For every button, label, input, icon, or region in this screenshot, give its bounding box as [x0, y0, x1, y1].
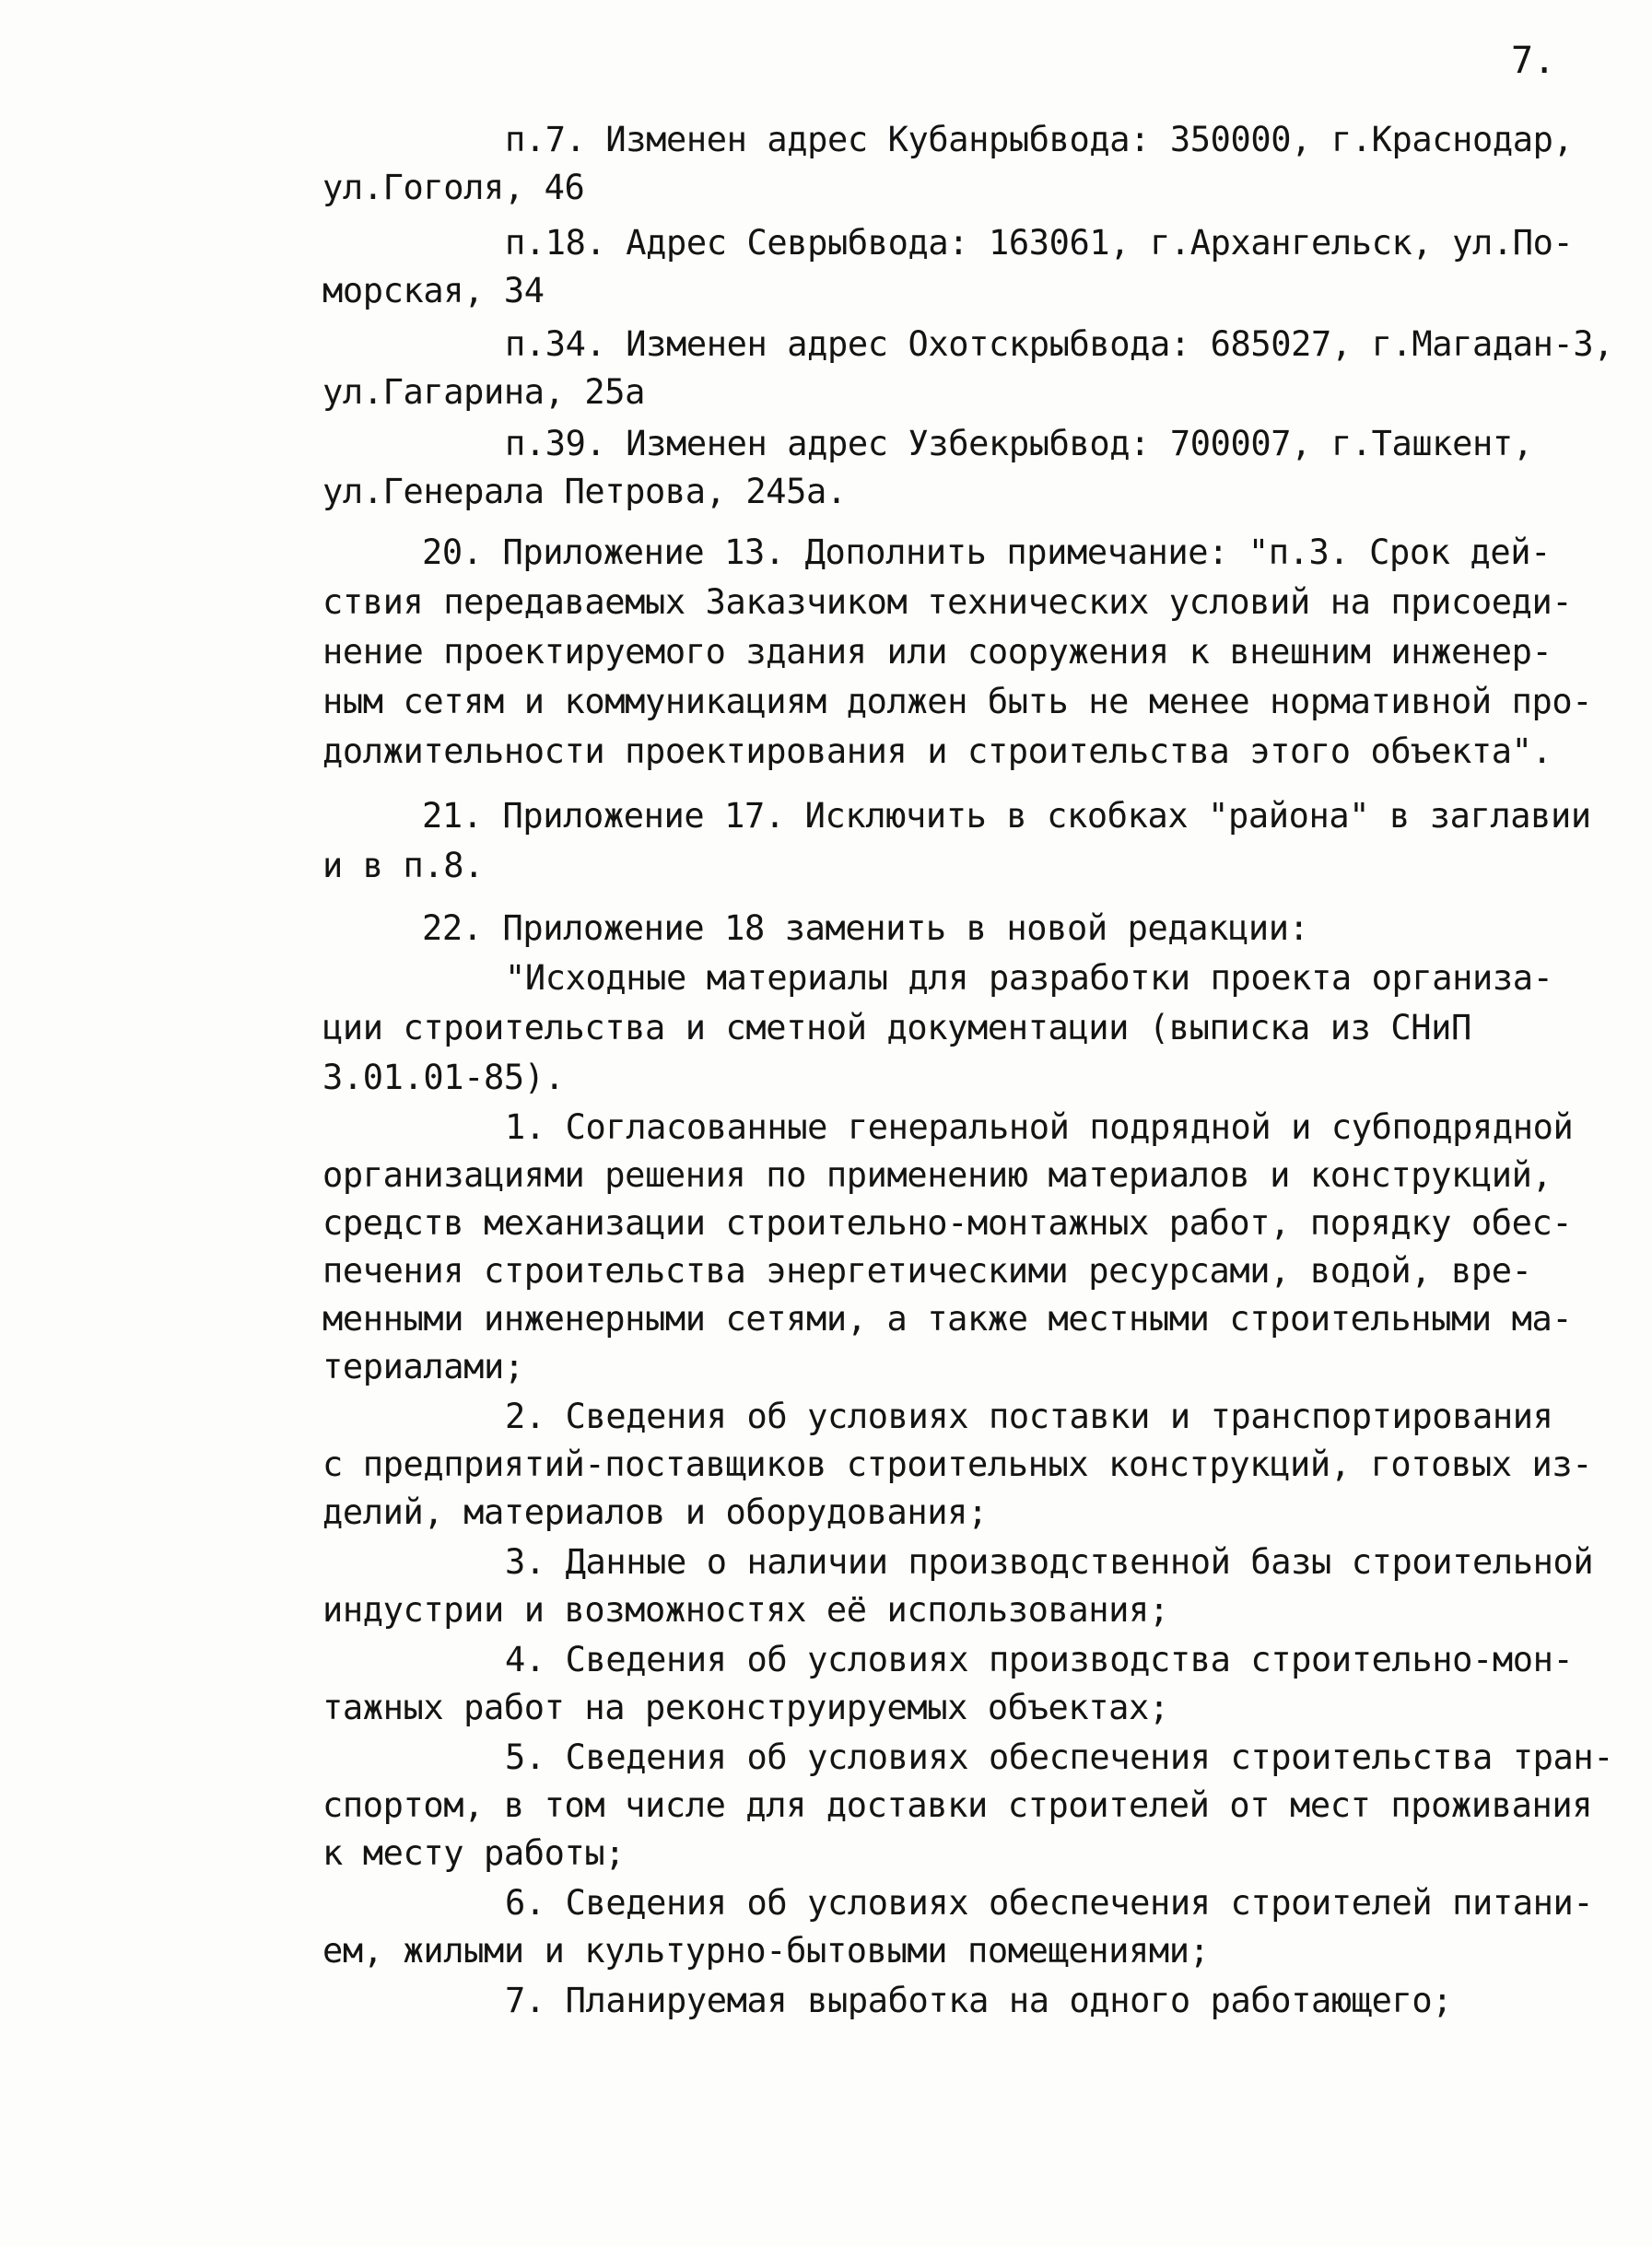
text-line: 21. Приложение 17. Исключить в скобках "района" в заглавии — [422, 796, 1591, 836]
text-line: индустрии и возможностях её использования; — [322, 1590, 1169, 1630]
text-line: 3.01.01-85). — [322, 1058, 565, 1097]
text-line: делий, материалов и оборудования; — [322, 1492, 988, 1532]
text-line: п.18. Адрес Севрыбвода: 163061, г.Архангельск, ул.По- — [505, 223, 1574, 263]
text-line: ем, жилыми и культурно-бытовыми помещениями; — [322, 1931, 1210, 1971]
page-number: 7. — [1511, 40, 1556, 82]
text-line: организациями решения по применению материалов и конструкций, — [322, 1155, 1552, 1195]
text-line: ул.Гоголя, 46 — [322, 168, 585, 207]
text-line: печения строительства энергетическими ресурсами, водой, вре- — [322, 1251, 1532, 1291]
text-line: морская, 34 — [322, 271, 545, 310]
text-line: ции строительства и сметной документации (выписка из СНиП — [322, 1008, 1471, 1047]
text-line: менными инженерными сетями, а также местными строительными ма- — [322, 1299, 1573, 1339]
text-line: ул.Гагарина, 25а — [322, 372, 646, 412]
text-line: 22. Приложение 18 заменить в новой редакции: — [422, 908, 1309, 948]
text-line: ным сетям и коммуникациям должен быть не менее нормативной про- — [322, 682, 1593, 721]
text-line: должительности проектирования и строительства этого объекта". — [322, 731, 1552, 771]
text-line: п.34. Изменен адрес Охотскрыбвода: 685027, г.Магадан-3, — [505, 324, 1614, 364]
text-line: 6. Сведения об условиях обеспечения строителей питани- — [505, 1883, 1594, 1923]
text-line: 2. Сведения об условиях поставки и транспортирования — [505, 1397, 1553, 1436]
text-line: спортом, в том числе для доставки строителей от мест проживания — [322, 1785, 1593, 1825]
text-line: п.39. Изменен адрес Узбекрыбвод: 700007, г.Ташкент, — [505, 424, 1533, 463]
text-line: 4. Сведения об условиях производства строительно-мон- — [505, 1640, 1574, 1679]
text-line: териалами; — [322, 1347, 524, 1386]
text-line: с предприятий-поставщиков строительных конструкций, готовых из- — [322, 1445, 1593, 1484]
text-line: ул.Генерала Петрова, 245а. — [322, 472, 847, 511]
text-line: к месту работы; — [322, 1833, 626, 1873]
text-line: 20. Приложение 13. Дополнить примечание: "п.3. Срок дей- — [422, 532, 1552, 572]
text-line: средств механизации строительно-монтажных работ, порядку обес- — [322, 1203, 1573, 1243]
text-line: и в п.8. — [322, 846, 485, 885]
text-line: ствия передаваемых Заказчиком технических условий на присоеди- — [322, 582, 1573, 622]
text-line: п.7. Изменен адрес Кубанрыбвода: 350000, г.Краснодар, — [505, 120, 1574, 159]
text-line: 5. Сведения об условиях обеспечения строительства тран- — [505, 1737, 1614, 1777]
text-line: 7. Планируемая выработка на одного работающего; — [505, 1981, 1453, 2020]
text-line: 3. Данные о наличии производственной базы строительной — [505, 1542, 1594, 1582]
text-line: тажных работ на реконструируемых объектах; — [322, 1688, 1169, 1727]
text-line: "Исходные материалы для разработки проекта организа- — [505, 958, 1553, 998]
text-line: нение проектируемого здания или сооружения к внешним инженер- — [322, 632, 1552, 672]
text-line: 1. Согласованные генеральной подрядной и субподрядной — [505, 1107, 1574, 1147]
